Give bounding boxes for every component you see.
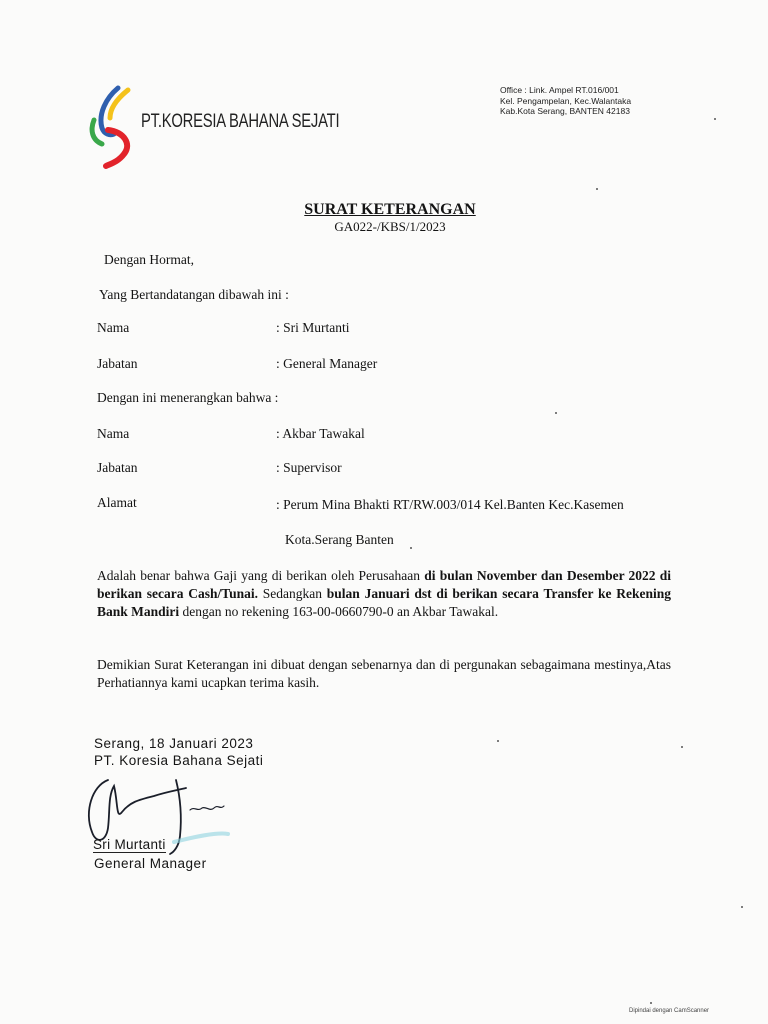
signature-place-date: Serang, 18 Januari 2023 — [94, 736, 254, 751]
subject-address-line-1: : Perum Mina Bhakti RT/RW.003/014 Kel.Banten Kec.Kasemen — [276, 497, 624, 512]
subject-name-value: : Akbar Tawakal — [276, 426, 365, 441]
subject-address-label: Alamat — [97, 495, 137, 510]
signer-position-label: Jabatan — [97, 356, 138, 371]
salary-text-1: Adalah benar bahwa Gaji yang di berikan oleh Perusahaan — [97, 568, 425, 583]
salary-bold-2: bulan Januari dst di berikan secara Transfer ke Rekening Bank Mandiri — [97, 586, 672, 619]
salary-paragraph — [97, 567, 671, 621]
scan-speck — [714, 118, 716, 120]
scan-speck — [497, 740, 499, 742]
office-line-3: Kab.Kota Serang, BANTEN 42183 — [500, 106, 630, 116]
greeting: Dengan Hormat, — [104, 252, 194, 267]
company-logo-icon — [88, 84, 140, 170]
office-line-2: Kel. Pengampelan, Kec.Walantaka — [500, 95, 632, 106]
declaration-line: Dengan ini menerangkan bahwa : — [97, 390, 279, 405]
signer-position-value: : General Manager — [276, 356, 378, 371]
subject-name-label: Nama — [97, 426, 130, 441]
subject-position-value: : Supervisor — [276, 460, 342, 475]
intro-line: Yang Bertandatangan dibawah ini : — [99, 287, 289, 302]
signatory-name: Sri Murtanti — [93, 837, 166, 852]
closing-paragraph: Demikian Surat Keterangan ini dibuat dengan sebenarnya dan di pergunakan sebagaimana mestinya,Atas Perhatiannya kami ucapkan terima kasih. — [97, 657, 671, 690]
signer-name-value: : Sri Murtanti — [276, 320, 350, 335]
document-title — [0, 201, 768, 219]
salary-text-3: dengan no rekening 163-00-0660790-0 an Akbar Tawakal. — [179, 604, 499, 619]
scan-speck — [555, 412, 557, 414]
signature-company: PT. Koresia Bahana Sejati — [94, 753, 264, 768]
document-number: GA022-/KBS/1/2023 — [334, 219, 446, 234]
salary-bold-1: di bulan November dan Desember 2022 di berikan secara Cash/Tunai. — [97, 568, 671, 601]
company-name: PT.KORESIA BAHANA SEJATI — [141, 111, 340, 132]
signer-name-label: Nama — [97, 320, 130, 335]
salary-text-2: Sedangkan — [257, 586, 327, 601]
scan-speck — [741, 906, 743, 908]
scan-speck — [410, 547, 412, 549]
scan-speck — [596, 188, 598, 190]
signatory-title: General Manager — [94, 856, 207, 871]
office-address — [500, 85, 631, 117]
scan-speck — [650, 1002, 652, 1004]
office-line-1: Office : Link. Ampel RT.016/001 — [500, 85, 619, 95]
scan-speck — [681, 746, 683, 748]
subject-address-line-2: Kota.Serang Banten — [285, 532, 394, 547]
document-title-text: SURAT KETERANGAN — [304, 201, 476, 218]
scanner-watermark: Dipindai dengan CamScanner — [629, 1008, 710, 1014]
subject-position-label: Jabatan — [97, 460, 138, 475]
